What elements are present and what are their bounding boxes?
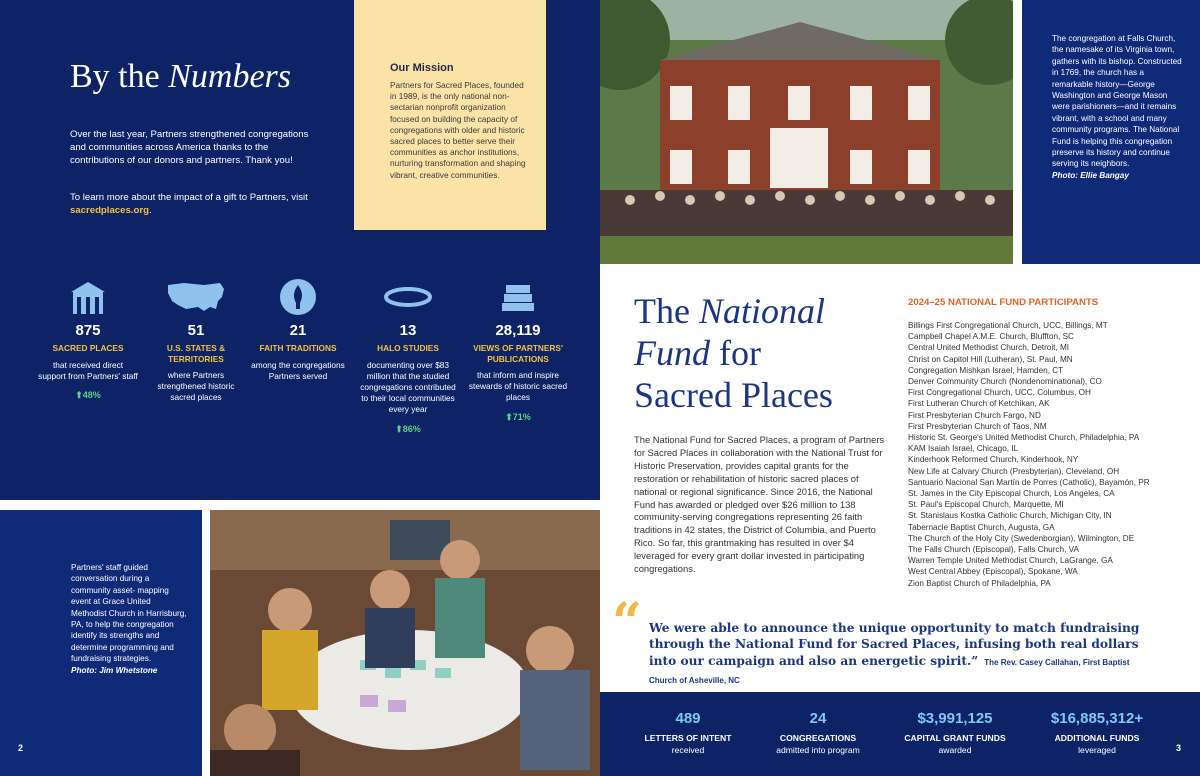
- up-arrow-icon: ⬆: [395, 423, 403, 434]
- stat-desc: where Partners strengthened historic sacred places: [157, 370, 235, 403]
- bottom-stat-number: $16,885,312+: [1050, 710, 1144, 727]
- up-arrow-icon: ⬆: [505, 411, 513, 422]
- bottom-stat-additional-funds: [1030, 710, 1164, 755]
- page-number-right: 3: [1176, 743, 1182, 753]
- stat-number: 28,119: [495, 322, 541, 339]
- national-fund-body: The National Fund for Sacred Places, a program of Partners for Sacred Places in collaboration with the National Trust for Historic Preservation, provides capital grants for the restoration or rehabilitation of historic sacred places of national or regional significance. Since 2016, the National Fund has awarded or pledged over $26 million to 138 community-serving congregations representing 26 faith traditions in 42 states, the District of Columbia, and Puerto Rico. So far, this grantmaking has resulted in over $4 leveraged for every grant dollar invested in participating congregations.: [634, 434, 885, 575]
- participant-item: St. James in the City Episcopal Church, Los Angeles, CA: [908, 489, 1115, 499]
- participant-item: New Life at Calvary Church (Presbyterian), Cleveland, OH: [908, 466, 1120, 476]
- participant-item: The Church of the Holy City (Swedenborgian), Wilmington, DE: [908, 533, 1135, 543]
- participant-item: West Central Abbey (Episcopal), Spokane, WA: [908, 567, 1078, 577]
- grace-umc-caption: [0, 510, 202, 776]
- bottom-stat-desc: awarded: [938, 745, 972, 755]
- halo-icon: [358, 276, 458, 318]
- learn-more-text: [70, 191, 320, 217]
- bottom-stat-capital-grants: [882, 710, 1028, 755]
- mission-heading: Our Mission: [390, 62, 454, 74]
- participant-item: Zion Baptist Church of Philadelphia, PA: [908, 578, 1051, 588]
- quote-attribution: The Rev. Casey Callahan, First Baptist Church of Asheville, NC: [649, 657, 1130, 686]
- bottom-stat-desc: leveraged: [1078, 745, 1116, 755]
- quote-text: We were able to announce the unique opportunity to match fundraising through the National Fund for Sacred Places, infusing both real dollars into our campaign and also an energetic spirit.”: [649, 621, 1140, 668]
- stat-label: VIEWS OF PARTNERS' PUBLICATIONS: [473, 343, 563, 364]
- participant-item: Historic St. George's United Methodist Church, Philadelphia, PA: [908, 433, 1140, 443]
- participant-item: Kinderhook Reformed Church, Kinderhook, NY: [908, 455, 1079, 465]
- participant-item: Campbell Chapel A.M.E. Church, Bluffton, SC: [908, 332, 1074, 342]
- participants-list: [908, 320, 1198, 589]
- participant-item: St. Stanislaus Kostka Catholic Church, Michigan City, IN: [908, 511, 1112, 521]
- participant-item: First Congregational Church, UCC, Columbus, OH: [908, 388, 1091, 398]
- bottom-stat-number: 24: [809, 710, 827, 727]
- participant-item: KAM Isaiah Israel, Chicago, IL: [908, 444, 1019, 454]
- title-part: Sacred Places: [634, 375, 833, 415]
- stat-label: FAITH TRADITIONS: [259, 343, 337, 353]
- bottom-stat-label: LETTERS OF INTENT: [644, 733, 732, 743]
- participant-item: Congregation Mishkan Israel, Hamden, CT: [908, 365, 1064, 375]
- building-icon: [38, 276, 138, 318]
- quote-mark-icon: “: [612, 592, 642, 653]
- participant-item: Tabernacle Baptist Church, Augusta, GA: [908, 522, 1055, 532]
- caption-text: The congregation at Falls Church, the namesake of its Virginia town, gathers with its bishop. Constructed in 1769, the church has a remarkable history—George Washington and George Mason were parishioners—and it remains vibrant, with a school and many community programs. The National Fund is helping this congregation preserve its history and continue serving its neighbors.: [1052, 34, 1182, 169]
- participant-item: Central United Methodist Church, Detroit, MI: [908, 343, 1070, 353]
- stat-sacred-places: [38, 276, 138, 401]
- participant-item: Denver Community Church (Nondenominational), CO: [908, 377, 1102, 387]
- participant-item: First Presbyterian Church Fargo, ND: [908, 410, 1041, 420]
- learn-more-end: .: [148, 205, 152, 217]
- stat-number: 875: [75, 322, 101, 339]
- participant-item: St. Paul's Episcopal Church, Marquette, MI: [908, 500, 1064, 510]
- bottom-stat-number: $3,991,125: [917, 710, 993, 727]
- stat-halo-studies: [358, 276, 458, 435]
- bottom-stat-label: CONGREGATIONS: [779, 733, 857, 743]
- bottom-stat-congregations: [748, 710, 888, 755]
- stat-label: HALO STUDIES: [377, 343, 439, 353]
- intro-text: Over the last year, Partners strengthened congregations and communities across America thanks to the contributions of our donors and partners. Thank you!: [70, 129, 309, 167]
- stat-change: [38, 390, 138, 401]
- bottom-stat-label: CAPITAL GRANT FUNDS: [904, 733, 1006, 743]
- asset-mapping-photo: [210, 510, 600, 776]
- falls-church-photo: [600, 0, 1013, 264]
- participant-item: First Presbyterian Church of Taos, NM: [908, 421, 1047, 431]
- stat-change-value: 48%: [82, 389, 101, 400]
- stat-change-value: 86%: [402, 423, 421, 434]
- publications-icon: [468, 276, 568, 318]
- stat-desc: among the congregations Partners served: [251, 359, 345, 381]
- stat-number: 13: [399, 322, 417, 339]
- caption-text: Partners' staff guided conversation during a community asset- mapping event at Grace United Methodist Church in Harrisburg, PA, to help the congregation identify its strengths and determine programming and fundraising strategies.: [71, 563, 187, 664]
- bottom-stat-number: 489: [675, 710, 701, 727]
- stat-number: 51: [187, 322, 205, 339]
- stat-desc: documenting over $83 million that the studied congregations contributed to their local communities every year: [360, 359, 456, 415]
- bottom-stat-desc: received: [671, 745, 705, 755]
- stat-change: [468, 412, 568, 423]
- national-fund-title: [634, 290, 894, 416]
- pull-quote: [649, 620, 1149, 690]
- participant-item: Warren Temple United Methodist Church, LaGrange, GA: [908, 556, 1113, 566]
- flame-icon: [248, 276, 348, 318]
- participants-heading: 2024–25 NATIONAL FUND PARTICIPANTS: [908, 297, 1099, 308]
- mission-text: Partners for Sacred Places, founded in 1989, is the only national non-sectarian nonprofit organization focused on building the capacity of congregations with older and historic sacred places to better serve their communities as anchor institutions, nurturing transformation and shaping vibrant, creative communities.: [390, 80, 526, 180]
- participant-item: Santuario Nacional San Martín de Porres (Catholic), Bayamón, PR: [908, 477, 1150, 487]
- stat-publication-views: [468, 276, 568, 423]
- bottom-stat-letters: [618, 710, 758, 755]
- up-arrow-icon: ⬆: [75, 389, 83, 400]
- us-map-icon: [146, 276, 246, 318]
- stat-change-value: 71%: [512, 411, 531, 422]
- mission-box: [354, 0, 546, 230]
- participant-item: Billings First Congregational Church, UCC, Billings, MT: [908, 321, 1108, 330]
- page-title: [70, 58, 291, 96]
- photo-credit: Photo: Ellie Bangay: [1052, 170, 1129, 180]
- stat-change: [358, 424, 458, 435]
- stat-desc: that received direct support from Partners' staff: [38, 359, 138, 381]
- learn-more-label: To learn more about the impact of a gift to Partners, visit: [70, 192, 308, 203]
- title-italic: Fund: [634, 333, 710, 373]
- participant-item: The Falls Church (Episcopal), Falls Church, VA: [908, 545, 1079, 555]
- bottom-stat-desc: admitted into program: [776, 745, 860, 755]
- title-italic: National: [698, 291, 825, 331]
- title-plain: By the: [70, 58, 169, 95]
- participant-item: Christ on Capitol Hill (Lutheran), St. Paul, MN: [908, 354, 1073, 364]
- page-number-left: 2: [18, 743, 24, 753]
- participant-item: First Lutheran Church of Ketchikan, AK: [908, 399, 1050, 409]
- stat-number: 21: [289, 322, 307, 339]
- title-part: for: [710, 333, 761, 373]
- stat-label: U.S. STATES & TERRITORIES: [166, 343, 226, 364]
- photo-credit: Photo: Jim Whetstone: [71, 665, 158, 675]
- stat-states: [146, 276, 246, 404]
- website-link[interactable]: sacredplaces.org: [70, 205, 149, 217]
- title-italic: Numbers: [168, 58, 292, 95]
- stat-faith-traditions: [248, 276, 348, 382]
- bottom-stat-label: ADDITIONAL FUNDS: [1054, 733, 1140, 743]
- stat-label: SACRED PLACES: [52, 343, 124, 353]
- falls-church-caption: [1022, 0, 1200, 264]
- title-part: The: [634, 291, 699, 331]
- stat-desc: that inform and inspire stewards of historic sacred places: [468, 370, 568, 403]
